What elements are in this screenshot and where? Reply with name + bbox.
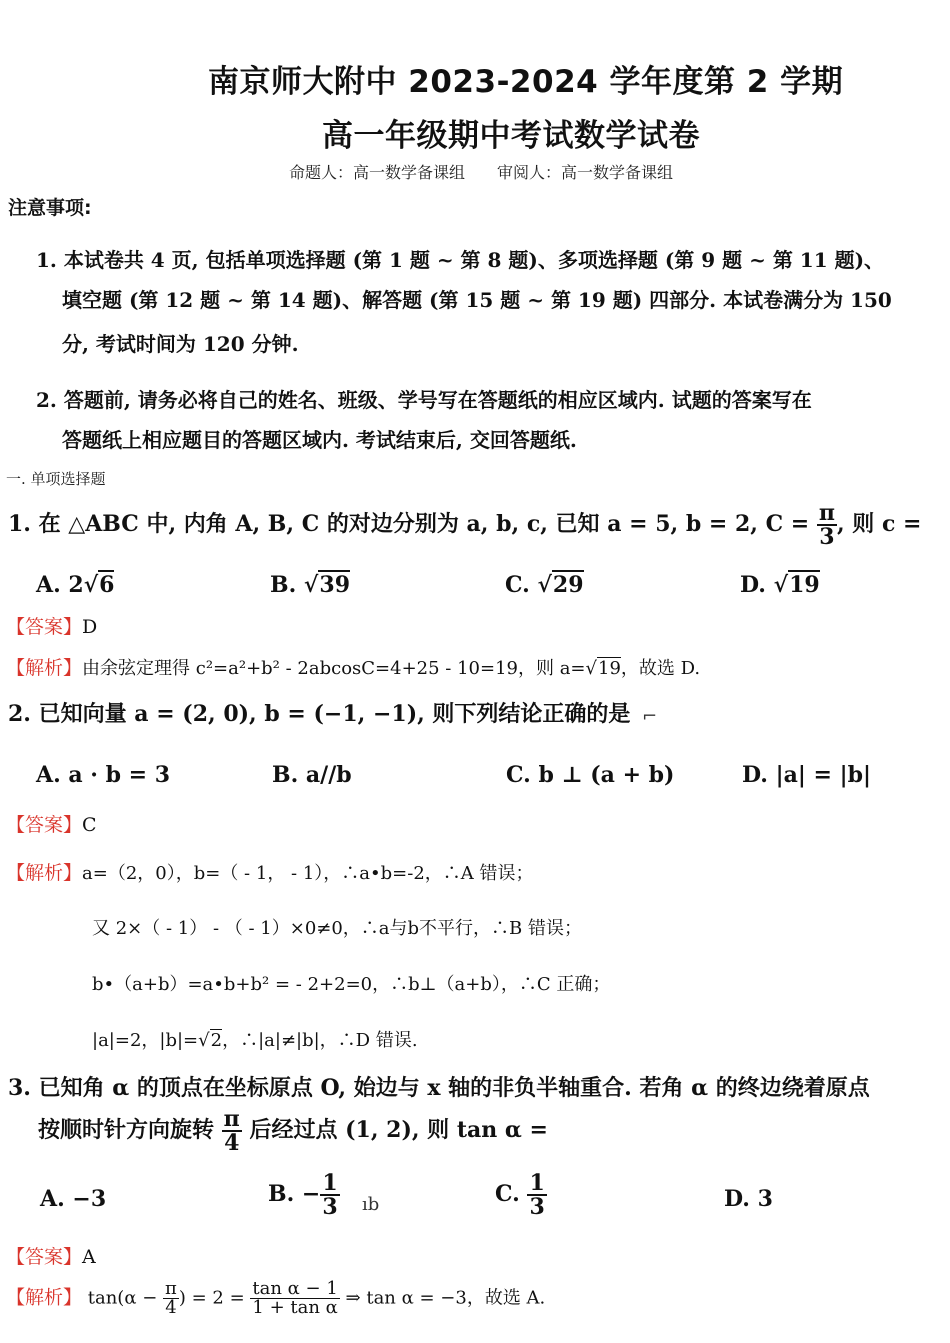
q3-stem-line2-prefix: 按顺时针方向旋转	[38, 1117, 222, 1143]
q1-option-c: C. √29	[505, 572, 584, 598]
notice-title: 注意事项:	[8, 197, 92, 219]
q1-pi-num: π	[818, 500, 835, 526]
q2-analysis-line4-radicand: 2	[210, 1030, 223, 1051]
q3-option-c-num: 1	[529, 1170, 545, 1196]
q3-option-d: D. 3	[724, 1186, 773, 1212]
q3-option-b	[268, 1172, 340, 1218]
q3-analysis-suffix: ⇒ tan α = −3，故选 A.	[339, 1287, 546, 1309]
q3-option-a: A. −3	[40, 1186, 107, 1212]
q1-analysis-radicand: 19	[598, 658, 621, 679]
q3-option-b-fraction	[320, 1172, 339, 1218]
notice-item1-line3: 分, 考试时间为 120 分钟.	[62, 332, 299, 356]
q3-option-c	[495, 1172, 547, 1218]
q1-answer-row	[6, 612, 97, 639]
q1-analysis-prefix: 由余弦定理得 c²=a²+b² - 2abcosC=4+25 - 10=19，则 a=	[82, 658, 586, 679]
q1-option-d-label: D.	[740, 572, 774, 598]
q3-pi-num: π	[223, 1106, 240, 1132]
q2-analysis-line4: |a|=2，|b|=√2，∴|a|≠|b|，∴D 错误.	[92, 1030, 418, 1051]
q1-option-d: D. √19	[740, 572, 820, 598]
q2-analysis-line4-prefix: |a|=2，|b|=	[92, 1030, 199, 1051]
notice-item1-line2: 填空题 (第 12 题 ~ 第 14 题)、解答题 (第 15 题 ~ 第 19 题) 四部分. 本试卷满分为 150	[62, 288, 892, 312]
q3-option-c-den: 3	[529, 1194, 545, 1220]
q1-answer: D	[82, 616, 98, 638]
q1-pi-den: 3	[819, 524, 835, 550]
q2-answer: C	[82, 814, 97, 836]
q1-option-a-label: A. 2	[36, 572, 84, 598]
q1-option-d-radicand: 19	[789, 572, 820, 598]
q3-option-b-label: B. −	[268, 1181, 321, 1207]
q1-option-b-radicand: 39	[319, 572, 351, 598]
q3-analysis-tan-fraction	[250, 1280, 339, 1317]
q3-option-c-label: C.	[495, 1181, 528, 1207]
q2-analysis-row	[6, 858, 534, 885]
notice-item1-line1: 1. 本试卷共 4 页, 包括单项选择题 (第 1 题 ~ 第 8 题)、多项选择题 (第 9 题 ~ 第 11 题)、	[36, 248, 885, 272]
exam-authors: 命题人：高一数学备课组 审阅人：高一数学备课组	[289, 163, 674, 182]
q3-pi-den: 4	[224, 1130, 240, 1156]
q3-analysis-pi-fraction	[163, 1280, 179, 1317]
notice-item2-line2: 答题纸上相应题目的答题区域内. 考试结束后, 交回答题纸.	[62, 428, 577, 452]
q3-analysis-frac-num: tan α − 1	[252, 1278, 338, 1299]
q1-analysis-row: 【解析】由余弦定理得 c²=a²+b² - 2abcosC=4+25 - 10=19，则 a=√19，故选 D.	[6, 657, 701, 679]
q1-option-c-radicand: 29	[552, 572, 584, 598]
q1-stem-suffix: , 则 c =	[836, 511, 922, 537]
q3-stem-line1: 3. 已知角 α 的顶点在坐标原点 O, 始边与 x 轴的非负半轴重合. 若角 α 的终边绕着原点	[8, 1075, 870, 1101]
analysis-tag: 【解析】	[6, 862, 83, 884]
q3-analysis-pi-den: 4	[165, 1297, 177, 1318]
q1-analysis-suffix: ，故选 D.	[620, 658, 701, 679]
q3-option-b-num: 1	[322, 1170, 338, 1196]
q2-analysis-line3: b•（a+b）=a•b+b² = - 2+2=0，∴b⊥（a+b），∴C 正确；	[92, 974, 611, 995]
q1-option-b-label: B.	[270, 572, 304, 598]
answer-tag: 【答案】	[6, 1246, 83, 1268]
q3-stem-line2-suffix: 后经过点 (1, 2), 则 tan α =	[241, 1117, 548, 1143]
q2-analysis-line2: 又 2×（ - 1） - （ - 1）×0≠0，∴a与b不平行，∴B 错误；	[92, 918, 583, 939]
analysis-tag: 【解析】	[6, 657, 83, 679]
section-title: 一. 单项选择题	[6, 470, 106, 488]
q2-option-b: B. a//b	[272, 762, 352, 788]
q3-option-b-den: 3	[322, 1194, 338, 1220]
answer-tag: 【答案】	[6, 814, 83, 836]
q3-option-c-fraction	[527, 1172, 546, 1218]
q1-option-c-label: C.	[505, 572, 538, 598]
exam-title-line1: 南京师大附中 2023-2024 学年度第 2 学期	[208, 64, 844, 100]
exam-title-line2: 高一年级期中考试数学试卷	[322, 118, 700, 154]
q3-analysis-mid: ) = 2 =	[178, 1287, 251, 1309]
q1-stem-prefix: 1. 在 △ABC 中, 内角 A, B, C 的对边分别为 a, b, c, 已知 a = 5, b = 2, C =	[8, 511, 817, 537]
q2-answer-row	[6, 810, 97, 837]
q1-option-b: B. √39	[270, 572, 351, 598]
q3-analysis-frac-den: 1 + tan α	[252, 1297, 338, 1318]
q3-analysis-row	[6, 1280, 545, 1317]
q3-pi-fraction	[222, 1108, 242, 1154]
q2-option-d: D. |a| = |b|	[742, 762, 872, 788]
handwritten-mark-q3: ıb	[362, 1194, 380, 1215]
notice-item2-line1: 2. 答题前, 请务必将自己的姓名、班级、学号写在答题纸的相应区域内. 试题的答案写在	[36, 388, 812, 412]
q3-answer: A	[82, 1246, 96, 1268]
handwritten-mark-q2: ⌐	[642, 706, 658, 727]
q1-stem	[8, 502, 921, 548]
q3-analysis-pi-num: π	[165, 1278, 177, 1299]
q2-stem: 2. 已知向量 a = (2, 0), b = (−1, −1), 则下列结论正确的是	[8, 701, 631, 727]
q2-option-a: A. a · b = 3	[36, 762, 171, 788]
answer-tag: 【答案】	[6, 616, 83, 638]
q2-analysis-line1: a=（2，0），b=（ - 1， - 1），∴a•b=-2，∴A 错误；	[82, 863, 534, 884]
q1-option-a: A. 2√6	[36, 572, 115, 598]
q1-option-a-radicand: 6	[99, 572, 115, 598]
q3-analysis-prefix: tan(α −	[87, 1287, 164, 1309]
analysis-tag: 【解析】	[6, 1286, 83, 1309]
q3-answer-row	[6, 1242, 96, 1269]
q2-analysis-line4-suffix: ，∴|a|≠|b|，∴D 错误.	[222, 1030, 418, 1051]
q3-stem-line2	[38, 1108, 548, 1154]
q2-option-c: C. b ⊥ (a + b)	[506, 762, 675, 788]
q1-pi-fraction	[817, 502, 837, 548]
